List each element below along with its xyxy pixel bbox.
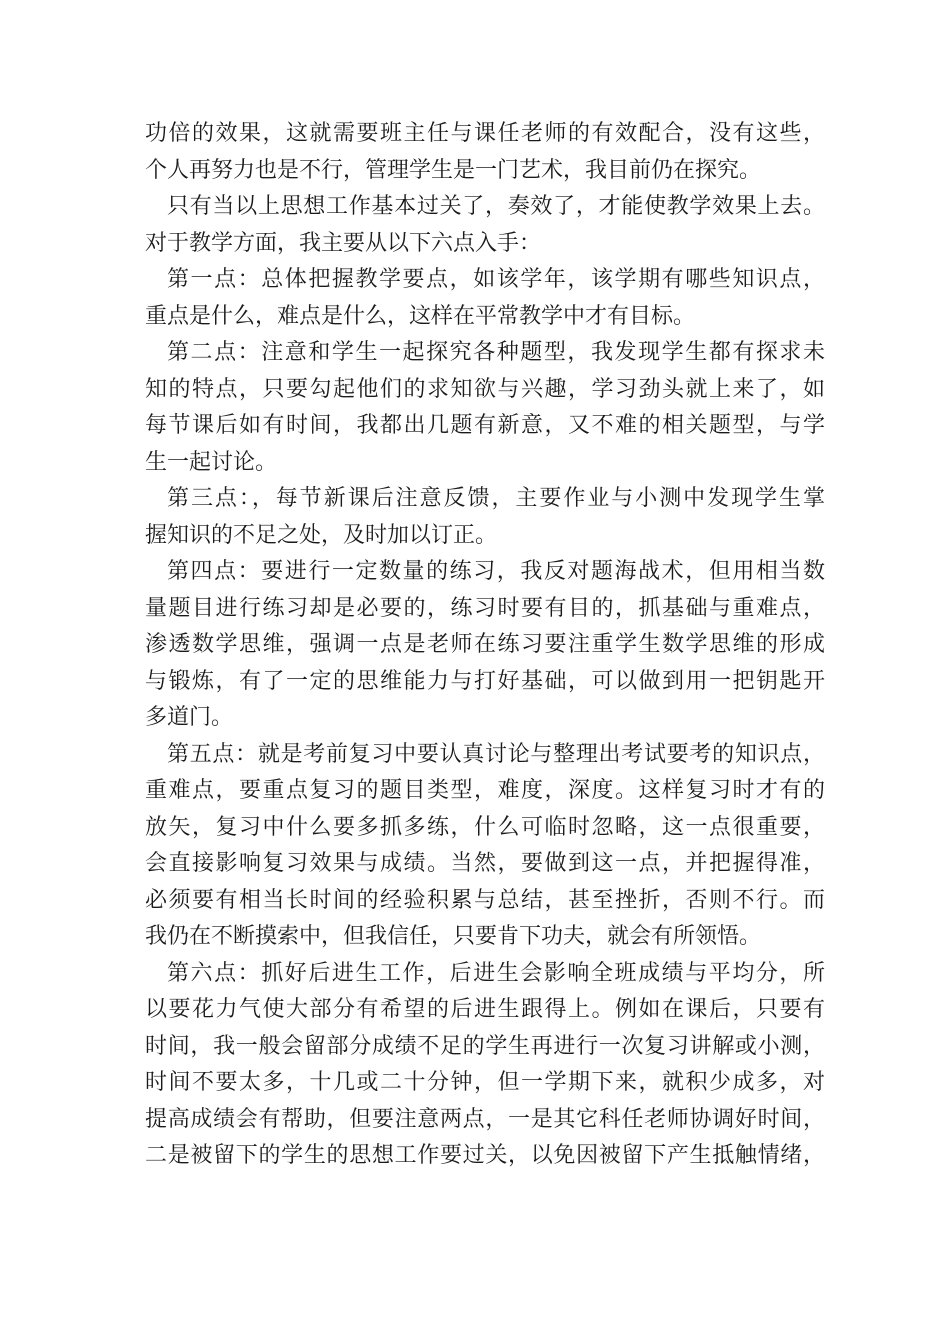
text-line: 渗透数学思维，强调一点是老师在练习要注重学生数学思维的形成 [145, 632, 825, 657]
text-line: 每节课后如有时间，我都出几题有新意，又不难的相关题型，与学 [145, 413, 825, 438]
text-line: 以要花力气使大部分有希望的后进生跟得上。例如在课后，只要有 [145, 997, 825, 1022]
text-line: 功倍的效果，这就需要班主任与课任老师的有效配合，没有这些， [145, 121, 825, 146]
text-line: 第一点：总体把握教学要点，如该学年，该学期有哪些知识点， [167, 267, 825, 292]
text-line: 重难点，要重点复习的题目类型，难度，深度。这样复习时才有的 [145, 778, 825, 803]
text-line: 第四点：要进行一定数量的练习，我反对题海战术，但用相当数 [167, 559, 825, 584]
text-line: 会直接影响复习效果与成绩。当然，要做到这一点，并把握得准， [145, 851, 825, 876]
text-line: 与锻炼，有了一定的思维能力与打好基础，可以做到用一把钥匙开 [145, 668, 825, 694]
text-line: 多道门。 [145, 705, 234, 730]
text-line: 必须要有相当长时间的经验积累与总结，甚至挫折，否则不行。而 [145, 887, 825, 913]
text-line: 重点是什么，难点是什么，这样在平常教学中才有目标。 [145, 303, 696, 329]
text-line: 我仍在不断摸索中，但我信任，只要肯下功夫，就会有所领悟。 [145, 924, 762, 949]
text-line: 时间不要太多，十几或二十分钟，但一学期下来，就积少成多，对 [145, 1070, 825, 1095]
text-line: 个人再努力也是不行，管理学生是一门艺术，我目前仍在探究。 [145, 157, 762, 183]
text-line: 时间，我一般会留部分成绩不足的学生再进行一次复习讲解或小测， [145, 1033, 825, 1059]
text-line: 知的特点，只要勾起他们的求知欲与兴趣，学习劲头就上来了，如 [145, 376, 825, 402]
text-line: 第六点：抓好后进生工作，后进生会影响全班成绩与平均分，所 [167, 960, 825, 986]
text-line: 生一起讨论。 [145, 449, 278, 475]
text-line: 二是被留下的学生的思想工作要过关，以免因被留下产生抵触情绪， [145, 1143, 825, 1168]
text-line: 第五点：就是考前复习中要认真讨论与整理出考试要考的知识点， [167, 741, 825, 767]
document-body-text [145, 116, 825, 1175]
text-line: 对于教学方面，我主要从以下六点入手： [145, 230, 542, 256]
text-line: 只有当以上思想工作基本过关了，奏效了，才能使教学效果上去。 [167, 194, 825, 219]
text-line: 量题目进行练习却是必要的，练习时要有目的，抓基础与重难点， [145, 595, 825, 621]
text-line: 放矢，复习中什么要多抓多练，什么可临时忽略，这一点很重要， [145, 814, 825, 840]
text-line: 第三点：，每节新课后注意反馈，主要作业与小测中发现学生掌 [167, 486, 825, 511]
text-line: 握知识的不足之处，及时加以订正。 [145, 522, 498, 548]
text-line: 第二点：注意和学生一起探究各种题型，我发现学生都有探求未 [167, 340, 825, 365]
text-line: 提高成绩会有帮助，但要注意两点，一是其它科任老师协调好时间， [145, 1106, 825, 1132]
